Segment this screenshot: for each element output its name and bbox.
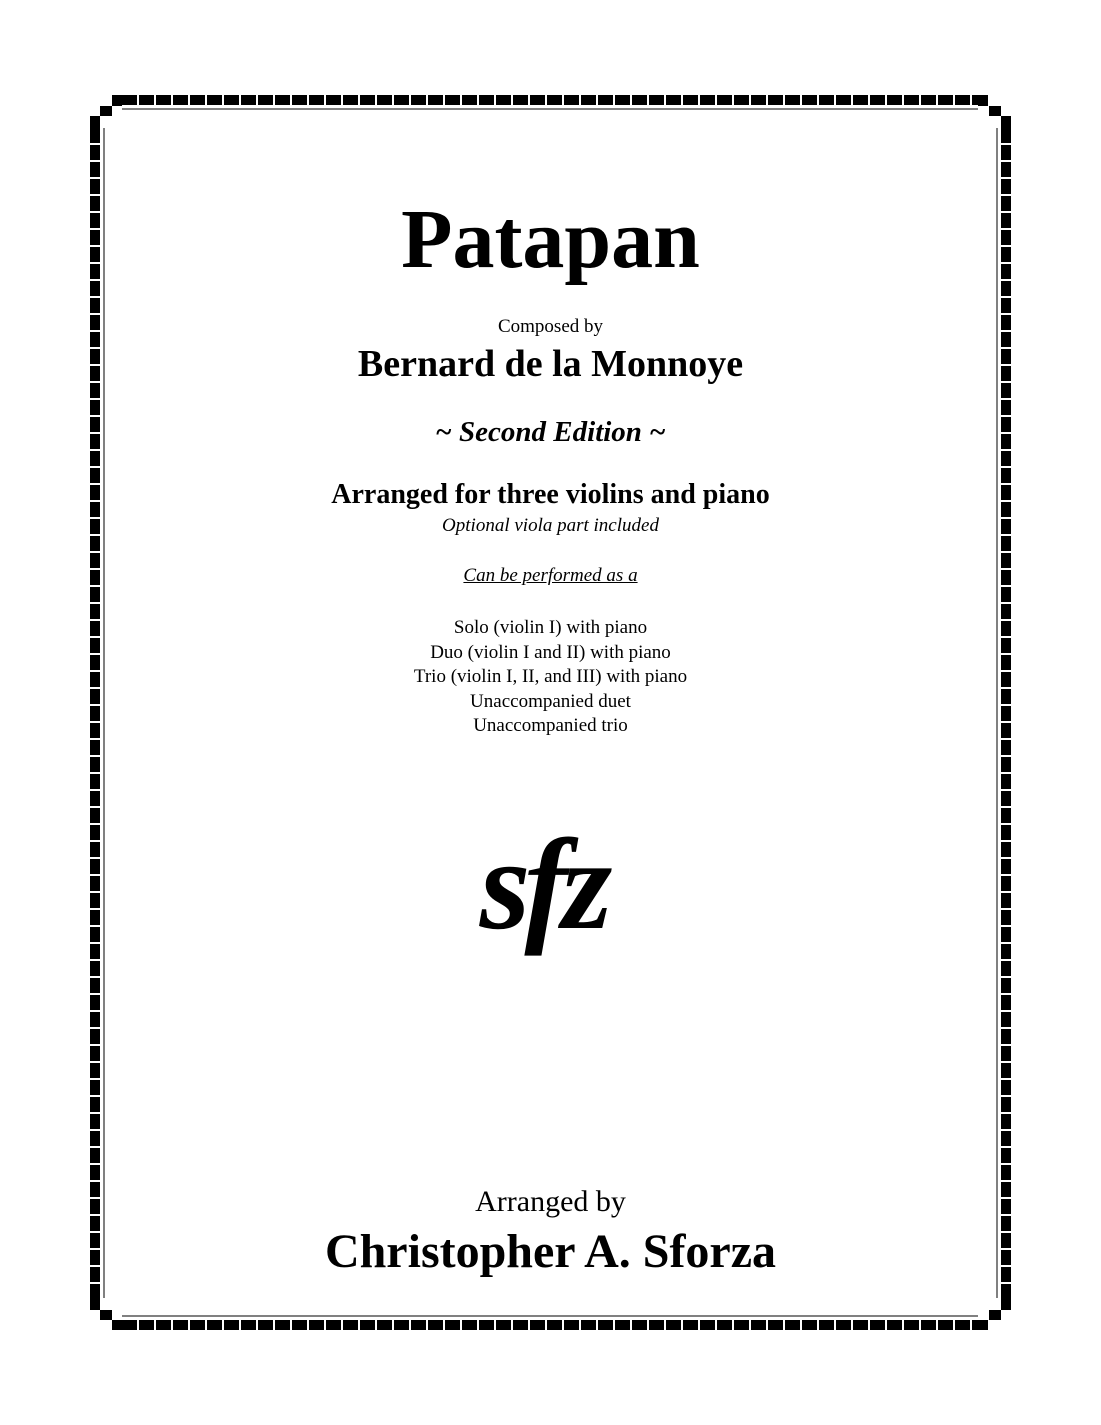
performance-options-list — [0, 616, 1101, 739]
performance-option: Duo (violin I and II) with piano — [430, 641, 671, 663]
composer-name: Bernard de la Monnoye — [357, 343, 744, 385]
edition-label: ~ Second Edition ~ — [435, 416, 666, 448]
composed-by-label: Composed by — [497, 316, 604, 337]
arranged-by-label: Arranged by — [475, 1185, 626, 1218]
performance-options-heading: Can be performed as a — [463, 565, 638, 586]
performance-option: Solo (violin I) with piano — [453, 617, 648, 638]
performance-option: Unaccompanied trio — [473, 715, 628, 737]
sfz-logo-text: sfz — [479, 813, 607, 957]
arranger-name: Christopher A. Sforza — [324, 1225, 777, 1278]
sfz-logo-icon — [438, 810, 648, 990]
arrangement-description: Arranged for three violins and piano — [331, 479, 770, 510]
optional-part-note: Optional viola part included — [442, 515, 659, 536]
performance-option: Trio (violin I, II, and III) with piano — [413, 666, 688, 688]
performance-option: Unaccompanied duet — [470, 690, 631, 712]
page-title: Patapan — [401, 193, 700, 286]
